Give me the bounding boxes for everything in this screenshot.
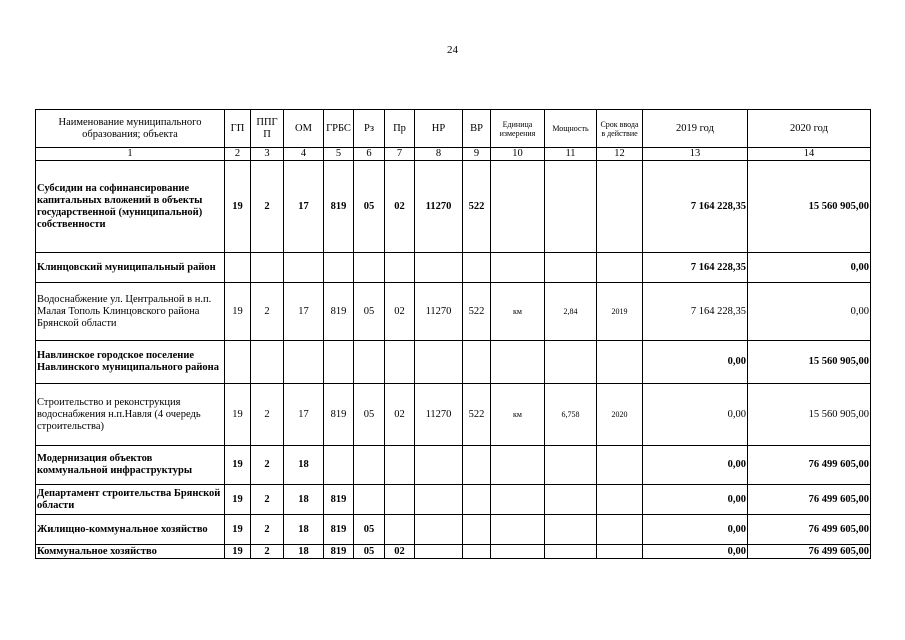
header-power: Мощность bbox=[545, 110, 597, 148]
row-om: 18 bbox=[284, 515, 324, 545]
column-number: 11 bbox=[545, 148, 597, 161]
row-2020: 76 499 605,00 bbox=[748, 515, 871, 545]
row-2020: 0,00 bbox=[748, 283, 871, 341]
row-vr: 522 bbox=[463, 161, 491, 253]
header-row bbox=[36, 110, 871, 148]
row-name: Департамент строительства Брянской области bbox=[36, 485, 225, 515]
row-rz: 05 bbox=[354, 545, 385, 559]
row-2020: 15 560 905,00 bbox=[748, 341, 871, 384]
column-number: 10 bbox=[491, 148, 545, 161]
row-term bbox=[597, 485, 643, 515]
row-gp: 19 bbox=[225, 515, 251, 545]
row-rz bbox=[354, 341, 385, 384]
row-unit bbox=[491, 446, 545, 485]
row-om: 17 bbox=[284, 161, 324, 253]
row-2019: 0,00 bbox=[643, 446, 748, 485]
row-np: 11270 bbox=[415, 384, 463, 446]
row-name: Коммунальное хозяйство bbox=[36, 545, 225, 559]
row-np bbox=[415, 341, 463, 384]
row-term bbox=[597, 253, 643, 283]
row-vr bbox=[463, 485, 491, 515]
table-row bbox=[36, 485, 871, 515]
row-grbs bbox=[324, 253, 354, 283]
row-gp: 19 bbox=[225, 283, 251, 341]
table-row bbox=[36, 515, 871, 545]
row-name: Субсидии на софинансирование капитальных вложений в объекты государственной (муниципальной) собственности bbox=[36, 161, 225, 253]
table-row bbox=[36, 341, 871, 384]
row-pr: 02 bbox=[385, 161, 415, 253]
row-2019: 7 164 228,35 bbox=[643, 283, 748, 341]
column-number: 12 bbox=[597, 148, 643, 161]
row-ppgp: 2 bbox=[251, 485, 284, 515]
row-rz: 05 bbox=[354, 384, 385, 446]
row-om: 17 bbox=[284, 283, 324, 341]
row-gp: 19 bbox=[225, 485, 251, 515]
row-vr: 522 bbox=[463, 384, 491, 446]
row-unit bbox=[491, 161, 545, 253]
header-grbs: ГРБС bbox=[324, 110, 354, 148]
row-pr bbox=[385, 485, 415, 515]
row-2019: 0,00 bbox=[643, 384, 748, 446]
row-rz bbox=[354, 446, 385, 485]
row-rz: 05 bbox=[354, 515, 385, 545]
row-power bbox=[545, 545, 597, 559]
row-grbs: 819 bbox=[324, 515, 354, 545]
row-pr bbox=[385, 253, 415, 283]
row-power: 2,84 bbox=[545, 283, 597, 341]
row-ppgp bbox=[251, 253, 284, 283]
row-term: 2020 bbox=[597, 384, 643, 446]
header-om: ОМ bbox=[284, 110, 324, 148]
row-unit bbox=[491, 515, 545, 545]
row-om: 18 bbox=[284, 545, 324, 559]
table-row bbox=[36, 253, 871, 283]
row-power bbox=[545, 161, 597, 253]
row-vr bbox=[463, 515, 491, 545]
row-gp: 19 bbox=[225, 384, 251, 446]
table-row bbox=[36, 384, 871, 446]
row-gp bbox=[225, 341, 251, 384]
row-power bbox=[545, 253, 597, 283]
row-rz bbox=[354, 253, 385, 283]
row-2019: 7 164 228,35 bbox=[643, 253, 748, 283]
row-name: Навлинское городское поселение Навлинского муниципального района bbox=[36, 341, 225, 384]
row-np bbox=[415, 446, 463, 485]
row-term bbox=[597, 515, 643, 545]
row-ppgp: 2 bbox=[251, 384, 284, 446]
table-row bbox=[36, 283, 871, 341]
column-number: 7 bbox=[385, 148, 415, 161]
column-number: 14 bbox=[748, 148, 871, 161]
header-name: Наименование муниципального образования; объекта bbox=[36, 110, 225, 148]
header-pr: Пр bbox=[385, 110, 415, 148]
row-ppgp: 2 bbox=[251, 161, 284, 253]
row-2020: 76 499 605,00 bbox=[748, 545, 871, 559]
row-unit bbox=[491, 545, 545, 559]
row-ppgp: 2 bbox=[251, 283, 284, 341]
header-gp: ГП bbox=[225, 110, 251, 148]
row-np bbox=[415, 253, 463, 283]
row-power bbox=[545, 446, 597, 485]
row-term bbox=[597, 545, 643, 559]
column-number: 5 bbox=[324, 148, 354, 161]
row-grbs bbox=[324, 341, 354, 384]
header-2019: 2019 год bbox=[643, 110, 748, 148]
row-ppgp bbox=[251, 341, 284, 384]
row-power bbox=[545, 515, 597, 545]
row-2019: 0,00 bbox=[643, 341, 748, 384]
row-om: 18 bbox=[284, 446, 324, 485]
row-unit bbox=[491, 485, 545, 515]
row-ppgp: 2 bbox=[251, 545, 284, 559]
row-om: 17 bbox=[284, 384, 324, 446]
row-term: 2019 bbox=[597, 283, 643, 341]
row-om: 18 bbox=[284, 485, 324, 515]
column-number: 1 bbox=[36, 148, 225, 161]
row-2020: 76 499 605,00 bbox=[748, 446, 871, 485]
row-np: 11270 bbox=[415, 283, 463, 341]
row-np bbox=[415, 545, 463, 559]
row-gp bbox=[225, 253, 251, 283]
row-2020: 15 560 905,00 bbox=[748, 384, 871, 446]
column-number: 3 bbox=[251, 148, 284, 161]
row-2020: 76 499 605,00 bbox=[748, 485, 871, 515]
column-number: 8 bbox=[415, 148, 463, 161]
column-number: 4 bbox=[284, 148, 324, 161]
row-vr bbox=[463, 341, 491, 384]
table-row bbox=[36, 161, 871, 253]
row-pr: 02 bbox=[385, 384, 415, 446]
table-row bbox=[36, 545, 871, 559]
column-number: 9 bbox=[463, 148, 491, 161]
row-ppgp: 2 bbox=[251, 446, 284, 485]
row-2019: 0,00 bbox=[643, 515, 748, 545]
row-term bbox=[597, 341, 643, 384]
row-om bbox=[284, 341, 324, 384]
row-2020: 15 560 905,00 bbox=[748, 161, 871, 253]
row-name: Строительство и реконструкция водоснабжения н.п.Навля (4 очередь строительства) bbox=[36, 384, 225, 446]
row-np bbox=[415, 485, 463, 515]
row-2019: 0,00 bbox=[643, 545, 748, 559]
row-pr bbox=[385, 446, 415, 485]
header-rz: Рз bbox=[354, 110, 385, 148]
row-np: 11270 bbox=[415, 161, 463, 253]
row-unit: км bbox=[491, 283, 545, 341]
budget-table bbox=[35, 109, 871, 559]
row-vr bbox=[463, 545, 491, 559]
row-rz: 05 bbox=[354, 283, 385, 341]
row-om bbox=[284, 253, 324, 283]
row-2020: 0,00 bbox=[748, 253, 871, 283]
header-unit: Единица измерения bbox=[491, 110, 545, 148]
row-name: Модернизация объектов коммунальной инфраструктуры bbox=[36, 446, 225, 485]
row-unit: км bbox=[491, 384, 545, 446]
row-vr: 522 bbox=[463, 283, 491, 341]
row-term bbox=[597, 161, 643, 253]
row-power: 6,758 bbox=[545, 384, 597, 446]
row-power bbox=[545, 485, 597, 515]
row-name: Водоснабжение ул. Центральной в н.п. Малая Тополь Клинцовского района Брянской области bbox=[36, 283, 225, 341]
row-name: Жилищно-коммунальное хозяйство bbox=[36, 515, 225, 545]
row-grbs: 819 bbox=[324, 283, 354, 341]
header-np: НР bbox=[415, 110, 463, 148]
row-vr bbox=[463, 253, 491, 283]
row-grbs: 819 bbox=[324, 545, 354, 559]
row-pr: 02 bbox=[385, 545, 415, 559]
header-2020: 2020 год bbox=[748, 110, 871, 148]
row-name: Клинцовский муниципальный район bbox=[36, 253, 225, 283]
row-rz: 05 bbox=[354, 161, 385, 253]
row-vr bbox=[463, 446, 491, 485]
header-term: Срок ввода в действие bbox=[597, 110, 643, 148]
row-rz bbox=[354, 485, 385, 515]
row-grbs: 819 bbox=[324, 161, 354, 253]
header-vr: ВР bbox=[463, 110, 491, 148]
column-number-row bbox=[36, 148, 871, 161]
row-power bbox=[545, 341, 597, 384]
header-ppgp: ППГ П bbox=[251, 110, 284, 148]
row-ppgp: 2 bbox=[251, 515, 284, 545]
column-number: 2 bbox=[225, 148, 251, 161]
column-number: 6 bbox=[354, 148, 385, 161]
page-number: 24 bbox=[447, 44, 458, 56]
row-grbs: 819 bbox=[324, 384, 354, 446]
row-gp: 19 bbox=[225, 545, 251, 559]
row-gp: 19 bbox=[225, 161, 251, 253]
row-pr: 02 bbox=[385, 283, 415, 341]
row-unit bbox=[491, 341, 545, 384]
row-grbs: 819 bbox=[324, 485, 354, 515]
row-2019: 7 164 228,35 bbox=[643, 161, 748, 253]
row-unit bbox=[491, 253, 545, 283]
row-np bbox=[415, 515, 463, 545]
row-2019: 0,00 bbox=[643, 485, 748, 515]
row-pr bbox=[385, 341, 415, 384]
row-pr bbox=[385, 515, 415, 545]
table-row bbox=[36, 446, 871, 485]
column-number: 13 bbox=[643, 148, 748, 161]
row-gp: 19 bbox=[225, 446, 251, 485]
row-grbs bbox=[324, 446, 354, 485]
row-term bbox=[597, 446, 643, 485]
